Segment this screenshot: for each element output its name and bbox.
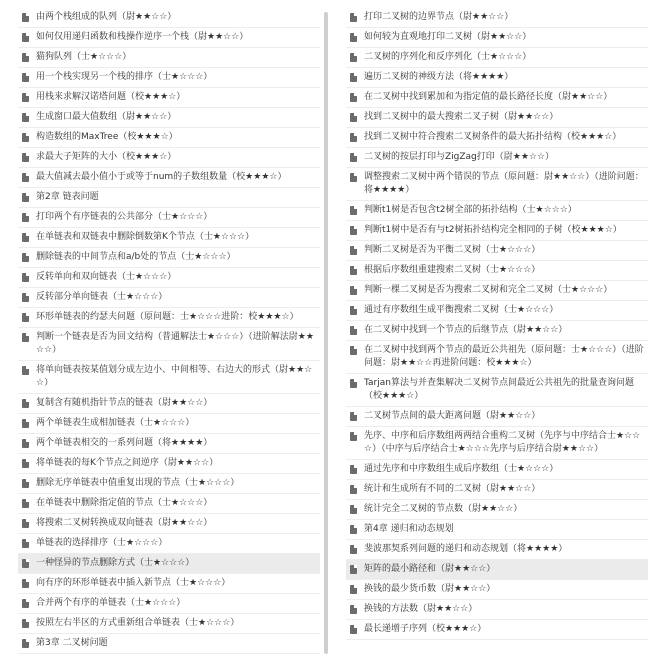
toc-item-label: 换钱的方法数（尉★★☆☆） [364,604,478,614]
toc-item-label: 删除无序单链表中值重复出现的节点（士★☆☆☆） [36,478,240,488]
toc-item-label: 统计完全二叉树的节点数（尉★★☆☆） [364,504,523,514]
toc-left-column [18,8,320,654]
document-icon [350,525,357,534]
toc-item-label: 如何仅用递归函数和栈操作逆序一个栈（尉★★☆☆） [36,32,249,42]
toc-item-label: 将单链表的每K个节点之间逆序（尉★★☆☆） [36,458,219,468]
toc-list-left [18,8,320,654]
toc-item-label: 由两个栈组成的队列（尉★★☆☆） [36,12,177,22]
document-icon [22,366,29,375]
document-icon [350,346,357,355]
toc-item[interactable] [18,554,320,574]
toc-item[interactable] [346,407,648,427]
toc-item[interactable] [18,108,320,128]
toc-item[interactable] [346,88,648,108]
toc-item[interactable] [346,48,648,68]
document-icon [22,639,29,648]
toc-item[interactable] [18,8,320,28]
toc-item[interactable] [18,168,320,188]
document-icon [350,113,357,122]
toc-item[interactable] [346,241,648,261]
document-icon [22,73,29,82]
toc-item[interactable] [18,288,320,308]
toc-item[interactable] [18,128,320,148]
toc-item-label: 矩阵的最小路径和（尉★★☆☆） [364,564,496,574]
document-icon [350,306,357,315]
toc-item[interactable] [18,361,320,394]
toc-item-label: 在二叉树中找到累加和为指定值的最长路径长度（尉★★☆☆） [364,92,613,102]
document-icon [350,246,357,255]
toc-item[interactable] [18,228,320,248]
document-icon [22,293,29,302]
toc-item[interactable] [18,414,320,434]
toc-item[interactable] [18,328,320,361]
toc-item-label: 猫狗队列（士★☆☆☆） [36,52,132,62]
toc-item-label: 删除链表的中间节点和a/b处的节点（士★☆☆☆） [36,252,236,262]
toc-item[interactable] [18,534,320,554]
document-icon [350,412,357,421]
document-icon [22,439,29,448]
document-icon [22,559,29,568]
document-icon [350,133,357,142]
toc-item-label: 最大值减去最小值小于或等于num的子数组数量（校★★★☆） [36,172,287,182]
toc-item-label: 判断一棵二叉树是否为搜索二叉树和完全二叉树（士★☆☆☆） [364,285,613,295]
toc-item[interactable] [346,374,648,407]
toc-item-label: 斐波那契系列问题的递归和动态规划（将★★★★） [364,544,568,554]
document-icon [22,93,29,102]
toc-item[interactable] [346,68,648,88]
document-icon [350,465,357,474]
toc-item-label: 判断t1树中是否有与t2树拓扑结构完全相同的子树（校★★★☆） [364,225,622,235]
toc-item[interactable] [346,108,648,128]
toc-item[interactable] [18,248,320,268]
toc-item[interactable] [346,620,648,640]
toc-item[interactable] [18,188,320,208]
document-icon [22,499,29,508]
toc-item[interactable] [346,28,648,48]
toc-item[interactable] [18,454,320,474]
document-icon [22,133,29,142]
toc-item[interactable] [18,208,320,228]
toc-item[interactable] [346,480,648,500]
toc-item[interactable] [346,261,648,281]
document-icon [22,193,29,202]
document-icon [350,565,357,574]
toc-item[interactable] [346,281,648,301]
document-icon [350,73,357,82]
toc-item-label: 用一个栈实现另一个栈的排序（士★☆☆☆） [36,72,213,82]
toc-item-label: 找到二叉树中的最大搜索二叉子树（尉★★☆☆） [364,112,559,122]
toc-right-column [346,8,648,640]
document-icon [22,173,29,182]
document-icon [22,539,29,548]
toc-item-label: 构造数组的MaxTree（校★★★☆） [36,132,178,142]
toc-item-label: 反转单向和双向链表（士★☆☆☆） [36,272,177,282]
toc-item-label: 统计和生成所有不同的二叉树（尉★★☆☆） [364,484,541,494]
document-icon [22,273,29,282]
toc-item-label: 在二叉树中找到两个节点的最近公共祖先（原问题：士★☆☆☆）（进阶问题：尉★★☆☆再进阶问题：校★★★☆） [364,345,644,368]
toc-item-label: 根据后序数组重建搜索二叉树（士★☆☆☆） [364,265,541,275]
toc-item-label: 最长递增子序列（校★★★☆） [364,624,487,634]
toc-item-label: 打印二叉树的边界节点（尉★★☆☆） [364,12,514,22]
document-icon [22,233,29,242]
toc-item-label: 二叉树的按层打印与ZigZag打印（尉★★☆☆） [364,152,555,162]
document-icon [22,253,29,262]
toc-item[interactable] [18,48,320,68]
toc-item[interactable] [346,8,648,28]
document-icon [350,545,357,554]
toc-item-label: 遍历二叉树的神级方法（将★★★★） [364,72,514,82]
toc-item[interactable] [18,474,320,494]
document-icon [22,33,29,42]
toc-item[interactable] [18,28,320,48]
document-icon [350,625,357,634]
document-icon [22,113,29,122]
toc-item-label: 二叉树节点间的最大距离问题（尉★★☆☆） [364,411,541,421]
toc-item-label: 调整搜索二叉树中两个错误的节点（原问题：尉★★☆☆）（进阶问题：将★★★★） [364,172,644,195]
toc-item[interactable] [346,168,648,201]
toc-item-label: 合并两个有序的单链表（士★☆☆☆） [36,598,186,608]
toc-item[interactable] [346,500,648,520]
document-icon [22,579,29,588]
toc-item[interactable] [18,514,320,534]
toc-item[interactable] [346,128,648,148]
document-icon [22,479,29,488]
document-icon [350,485,357,494]
document-icon [350,13,357,22]
toc-item-label: 二叉树的序列化和反序列化（士★☆☆☆） [364,52,532,62]
toc-item[interactable] [346,460,648,480]
document-icon [350,379,357,388]
toc-item[interactable] [18,594,320,614]
toc-item-label: 生成窗口最大值数组（尉★★☆☆） [36,112,177,122]
toc-item-label: 反转部分单向链表（士★☆☆☆） [36,292,168,302]
toc-item[interactable] [18,614,320,634]
toc-item-label: 求最大子矩阵的大小（校★★★☆） [36,152,177,162]
toc-item[interactable] [18,494,320,514]
toc-item[interactable] [346,520,648,540]
toc-item[interactable] [18,434,320,454]
document-icon [22,459,29,468]
document-icon [350,266,357,275]
document-icon [350,226,357,235]
toc-item-label: 换钱的最少货币数（尉★★☆☆） [364,584,496,594]
toc-item[interactable] [18,68,320,88]
toc-item[interactable] [346,427,648,460]
document-icon [22,599,29,608]
toc-item-label: 通过先序和中序数组生成后序数组（士★☆☆☆） [364,464,559,474]
toc-item[interactable] [346,580,648,600]
scrollbar[interactable] [324,12,328,654]
toc-item-label: 复制含有随机指针节点的链表（尉★★☆☆） [36,398,213,408]
toc-item[interactable] [18,308,320,328]
toc-item-label: 在单链表和双链表中删除倒数第K个节点（士★☆☆☆） [36,232,255,242]
toc-item[interactable] [346,321,648,341]
toc-item-label: 两个单链表生成相加链表（士★☆☆☆） [36,418,195,428]
document-icon [350,33,357,42]
document-icon [22,519,29,528]
document-icon [350,53,357,62]
toc-item[interactable] [18,634,320,654]
toc-item-label: 按照左右半区的方式重新组合单链表（士★☆☆☆） [36,618,240,628]
document-icon [350,206,357,215]
document-icon [350,432,357,441]
toc-item-label: 打印两个有序链表的公共部分（士★☆☆☆） [36,212,213,222]
toc-item-label: 通过有序数组生成平衡搜索二叉树（士★☆☆☆） [364,305,559,315]
toc-item-label: 单链表的选择排序（士★☆☆☆） [36,538,168,548]
toc-item-label: 一种怪异的节点删除方式（士★☆☆☆） [36,558,195,568]
toc-item-label: 找到二叉树中符合搜索二叉树条件的最大拓扑结构（校★★★☆） [364,132,622,142]
toc-item[interactable] [346,201,648,221]
toc-item-label: 第2章 链表问题 [36,192,99,202]
toc-item-label: 环形单链表的约瑟夫问题（原问题：士★☆☆☆进阶：校★★★☆） [36,312,299,322]
document-icon [22,53,29,62]
toc-item[interactable] [346,301,648,321]
document-icon [22,13,29,22]
toc-item[interactable] [346,221,648,241]
toc-item-label: 第4章 递归和动态规划 [364,524,454,534]
toc-item[interactable] [18,394,320,414]
document-icon [350,326,357,335]
toc-item-label: 判断二叉树是否为平衡二叉树（士★☆☆☆） [364,245,541,255]
document-icon [22,313,29,322]
toc-item-label: 向有序的环形单链表中插入新节点（士★☆☆☆） [36,578,231,588]
toc-item[interactable] [346,148,648,168]
toc-item-label: 判断t1树是否包含t2树全部的拓扑结构（士★☆☆☆） [364,205,577,215]
document-icon [350,585,357,594]
toc-item-label: 用栈来求解汉诺塔问题（校★★★☆） [36,92,186,102]
document-icon [350,93,357,102]
toc-item-label: 如何较为直观地打印二叉树（尉★★☆☆） [364,32,532,42]
toc-item[interactable] [18,88,320,108]
document-icon [22,153,29,162]
document-icon [350,153,357,162]
toc-item-label: 在单链表中删除指定值的节点（士★☆☆☆） [36,498,213,508]
toc-item-label: 将单向链表按某值划分成左边小、中间相等、右边大的形式（尉★★☆☆） [36,365,313,388]
document-icon [350,505,357,514]
toc-item-label: 第3章 二叉树问题 [36,638,108,648]
document-icon [22,619,29,628]
toc-item[interactable] [346,540,648,560]
document-icon [350,286,357,295]
document-icon [22,213,29,222]
toc-item-label: 先序、中序和后序数组两两结合重构二叉树（先序与中序结合士★☆☆☆）（中序与后序结合士★☆☆☆先序与后序结合尉★★☆☆） [364,431,641,454]
toc-item[interactable] [346,600,648,620]
document-icon [22,419,29,428]
toc-item[interactable] [18,268,320,288]
toc-list-right [346,8,648,640]
toc-item[interactable] [346,560,648,580]
toc-item-label: 将搜索二叉树转换成双向链表（尉★★☆☆） [36,518,213,528]
toc-item-label: 在二叉树中找到一个节点的后继节点（尉★★☆☆） [364,325,568,335]
document-icon [22,333,29,342]
document-icon [350,173,357,182]
toc-item-label: 判断一个链表是否为回文结构（普通解法士★☆☆☆）（进阶解法尉★★☆☆） [36,332,314,355]
toc-item[interactable] [346,341,648,374]
document-icon [22,399,29,408]
toc-item-label: 两个单链表相交的一系列问题（将★★★★） [36,438,213,448]
toc-item[interactable] [18,574,320,594]
toc-item[interactable] [18,148,320,168]
document-icon [350,605,357,614]
toc-item-label: Tarjan算法与并查集解决二叉树节点间最近公共祖先的批量查询问题（校★★★☆） [364,378,634,401]
